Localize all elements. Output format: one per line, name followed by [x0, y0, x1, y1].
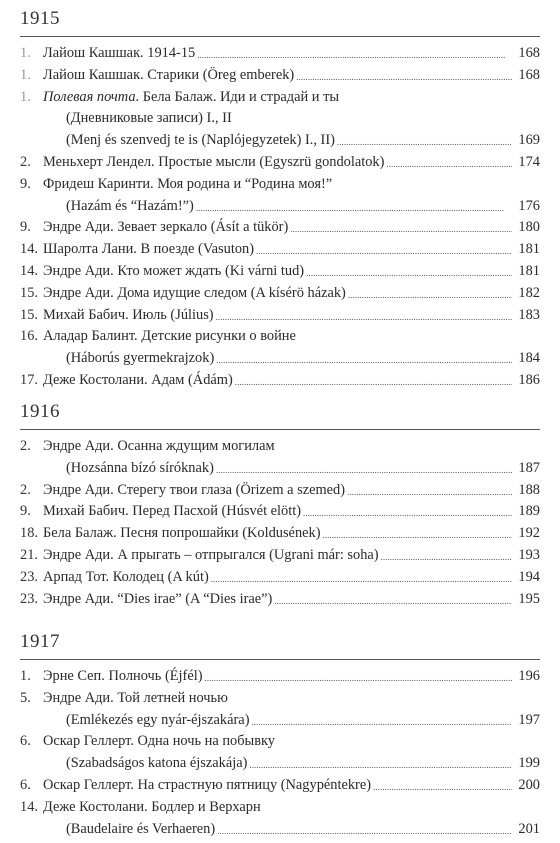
- year-heading: 1916: [20, 401, 60, 422]
- entry-day-number: 21.: [20, 546, 38, 563]
- dot-leader: [216, 349, 512, 363]
- entry-title-text: . Бела Балаж. Иди и страдай и ты: [135, 88, 340, 105]
- dot-leader: [197, 44, 512, 58]
- entries-list: [20, 43, 540, 392]
- entry-day-number: 1.: [20, 88, 31, 105]
- toc-entry-line: [20, 43, 540, 65]
- year-heading: 1917: [20, 631, 60, 652]
- entry-title-text: Фридеш Каринти. Моя родина и “Родина моя!”: [43, 175, 333, 192]
- entry-page-number: 168: [518, 45, 540, 61]
- toc-entry-line: [20, 501, 540, 523]
- entry-day-number: 14.: [20, 798, 38, 815]
- entry-page-number: 180: [518, 219, 540, 236]
- entry-title-text: (Emlékezés egy nyár-éjszakára): [66, 711, 250, 728]
- entry-title-text: Бела Балаж. Песня попрошайки (Koldusének): [43, 525, 321, 542]
- entry-title: [43, 261, 304, 283]
- toc-entry-line: [20, 567, 540, 589]
- entry-title: [43, 283, 346, 305]
- entry-day-number: 1.: [20, 45, 31, 61]
- toc-entry: [20, 523, 540, 545]
- entry-title-text: Оскар Геллерт. Одна ночь на побывку: [43, 733, 275, 750]
- dot-leader: [386, 153, 512, 167]
- toc-entry: [20, 567, 540, 589]
- entry-page-number: 200: [518, 776, 540, 793]
- entry-title: [43, 436, 275, 458]
- toc-entry-line: [20, 589, 540, 611]
- year-heading: 1915: [20, 8, 60, 29]
- entry-title-text: Эрне Сеп. Полночь (Éjfél): [43, 668, 203, 684]
- toc-entry: [20, 545, 540, 567]
- entry-day-number: 15.: [20, 306, 38, 323]
- dot-leader: [274, 590, 512, 604]
- entry-title: [66, 130, 335, 152]
- entry-day-number: 16.: [20, 328, 38, 345]
- section-rule: [20, 659, 540, 660]
- toc-entry-line: [20, 196, 540, 218]
- entries-list: [20, 666, 540, 840]
- entry-page-number: 193: [518, 546, 540, 563]
- entry-title-text: Эндре Ади. Зевает зеркало (Ásít a tükör): [43, 219, 289, 236]
- entry-day-number: 23.: [20, 568, 38, 585]
- entry-page-number: 192: [518, 525, 540, 542]
- entry-title: [43, 480, 345, 502]
- dot-leader: [303, 502, 512, 516]
- entry-day-number: 14.: [20, 262, 38, 279]
- entry-title-text: (Menj és szenvedj te is (Naplójegyzetek) I., II): [66, 132, 335, 149]
- entry-title: [66, 710, 249, 732]
- toc-entry-line: [20, 305, 540, 327]
- entry-title: [43, 87, 339, 109]
- toc-entry-line: [20, 523, 540, 545]
- toc-entry: [20, 239, 540, 261]
- dot-leader: [217, 820, 512, 834]
- dot-leader: [235, 371, 512, 385]
- entry-day-number: 14.: [20, 241, 38, 258]
- entry-day-number: 9.: [20, 175, 31, 192]
- entry-title: [66, 108, 232, 130]
- toc-entry-line: [20, 819, 540, 841]
- entry-day-number: 2.: [20, 438, 31, 454]
- entry-title-text: Меньхерт Лендел. Простые мысли (Egyszrü gondolatok): [43, 153, 385, 170]
- entry-page-number: 188: [518, 481, 540, 498]
- entry-day-number: 18.: [20, 525, 38, 542]
- entry-title: [43, 217, 288, 239]
- entry-day-number: 6.: [20, 733, 31, 750]
- dot-leader: [251, 711, 512, 725]
- entry-title-text: (Дневниковые записи) I., II: [66, 110, 232, 127]
- entry-title: [43, 545, 379, 567]
- entry-title: [43, 65, 294, 87]
- entry-title-text: (Baudelaire és Verhaeren): [66, 820, 216, 837]
- entry-page-number: 194: [518, 568, 540, 585]
- toc-entry-line: [20, 688, 540, 710]
- entry-title-text: Арпад Тот. Колодец (A kút): [43, 568, 209, 585]
- dot-leader: [205, 667, 513, 681]
- entry-page-number: 181: [518, 262, 540, 279]
- toc-entry-line: [20, 239, 540, 261]
- entry-title: [43, 666, 203, 688]
- dot-leader: [373, 776, 512, 790]
- toc-entry-line: [20, 731, 540, 753]
- toc-entry-line: [20, 436, 540, 458]
- dot-leader: [348, 284, 512, 298]
- toc-entry: [20, 370, 540, 392]
- dot-leader: [196, 197, 512, 211]
- entry-title-text: Оскар Геллерт. На страстную пятницу (Nagypéntekre): [43, 776, 372, 793]
- toc-entry: [20, 305, 540, 327]
- dot-leader: [381, 546, 512, 560]
- entry-title-text: Эндре Ади. Осанна ждущим могилам: [43, 438, 275, 454]
- section-rule: [20, 429, 540, 430]
- entry-page-number: 176: [518, 197, 540, 214]
- entry-title: [43, 501, 301, 523]
- toc-entry: [20, 43, 540, 65]
- toc-entry: [20, 797, 540, 841]
- entry-day-number: 6.: [20, 776, 31, 793]
- toc-entry-line: [20, 753, 540, 775]
- dot-leader: [211, 568, 512, 582]
- toc-entry-line: [20, 217, 540, 239]
- toc-entry: [20, 283, 540, 305]
- entry-page-number: 187: [518, 459, 540, 476]
- toc-entry-line: [20, 710, 540, 732]
- entry-title-text: Михай Бабич. Июль (Július): [43, 306, 214, 323]
- entry-title-text: Аладар Балинт. Детские рисунки о войне: [43, 328, 296, 345]
- toc-entry-line: [20, 108, 540, 130]
- toc-entry: [20, 480, 540, 502]
- toc-entry: [20, 589, 540, 611]
- entry-title-text: Михай Бабич. Перед Пасхой (Húsvét elött): [43, 503, 302, 520]
- entry-day-number: 17.: [20, 371, 38, 388]
- toc-entry-line: [20, 797, 540, 819]
- entry-title: [43, 174, 332, 196]
- entry-title: [66, 458, 214, 480]
- toc-entry-line: [20, 458, 540, 480]
- entry-day-number: 2.: [20, 153, 31, 170]
- entry-day-number: 15.: [20, 284, 38, 301]
- entry-title: [66, 753, 247, 775]
- dot-leader: [216, 306, 512, 320]
- entry-title-text: Эндре Ади. “Dies irae” (A “Dies irae”): [43, 590, 273, 607]
- entry-title: [66, 819, 215, 841]
- toc-entry: [20, 436, 540, 480]
- entry-title-text: Эндре Ади. А прыгать – отпрыгался (Ugrani már: soha): [43, 546, 379, 563]
- entry-page-number: 197: [518, 711, 540, 728]
- entry-title: [43, 305, 214, 327]
- entry-title: [43, 797, 261, 819]
- toc-entry-line: [20, 283, 540, 305]
- toc-entry-line: [20, 87, 540, 109]
- entry-title: [43, 326, 296, 348]
- entry-title-italic: Полевая почта: [43, 88, 136, 105]
- entry-page-number: 169: [518, 132, 540, 149]
- entry-day-number: 2.: [20, 481, 31, 498]
- toc-entry: [20, 152, 540, 174]
- toc-entry: [20, 326, 540, 370]
- toc-entry: [20, 261, 540, 283]
- entry-title-text: Эндре Ади. Стерегу твои глаза (Örizem a szemed): [43, 481, 346, 498]
- toc-entry-line: [20, 261, 540, 283]
- entry-title: [43, 370, 233, 392]
- entry-day-number: 9.: [20, 503, 31, 520]
- entry-title: [43, 589, 272, 611]
- toc-entry: [20, 174, 540, 218]
- entry-page-number: 168: [518, 66, 540, 83]
- entry-page-number: 183: [518, 306, 540, 323]
- dot-leader: [256, 240, 512, 254]
- entry-title-text: (Hozsánna bízó síróknak): [66, 459, 214, 476]
- entry-page-number: 196: [518, 668, 540, 684]
- entry-page-number: 199: [518, 755, 540, 772]
- entry-title: [66, 196, 194, 218]
- dot-leader: [347, 481, 512, 495]
- entry-title-text: Лайош Кашшак. Старики (Öreg emberek): [43, 66, 295, 83]
- entry-page-number: 195: [518, 590, 540, 607]
- dot-leader: [306, 262, 512, 276]
- toc-entry-line: [20, 326, 540, 348]
- dot-leader: [296, 66, 512, 80]
- toc-entry-line: [20, 370, 540, 392]
- dot-leader: [290, 218, 512, 232]
- entry-title-text: Деже Костолани. Бодлер и Верхарн: [43, 798, 261, 815]
- toc-entry-line: [20, 480, 540, 502]
- dot-leader: [337, 131, 512, 145]
- entry-page-number: 174: [518, 153, 540, 170]
- entry-title-text: Эндре Ади. Дома идущие следом (A kísérö házak): [43, 284, 346, 301]
- entry-title-text: (Hazám és “Hazám!”): [66, 197, 194, 214]
- entry-title: [43, 43, 195, 65]
- entry-title: [43, 688, 228, 710]
- entry-title-text: (Szabadságos katona éjszakája): [66, 755, 248, 772]
- entry-title: [43, 567, 209, 589]
- toc-entry: [20, 666, 540, 688]
- entry-title: [43, 152, 384, 174]
- entry-title-text: (Háborús gyermekrajzok): [66, 350, 215, 367]
- entry-page-number: 182: [518, 284, 540, 301]
- toc-entry: [20, 775, 540, 797]
- year-section-1917: [20, 631, 540, 840]
- entry-title-text: Деже Костолани. Адам (Ádám): [43, 371, 233, 388]
- entry-page-number: 181: [518, 241, 540, 258]
- toc-entry: [20, 217, 540, 239]
- entry-title: [66, 348, 214, 370]
- entry-page-number: 201: [518, 820, 540, 837]
- entry-title-text: Эндре Ади. Кто может ждать (Ki várni tud): [43, 262, 305, 279]
- dot-leader: [216, 459, 512, 473]
- toc-entry: [20, 501, 540, 523]
- toc-entry-line: [20, 130, 540, 152]
- toc-entry-line: [20, 348, 540, 370]
- year-section-1916: [20, 401, 540, 610]
- toc-entry-line: [20, 545, 540, 567]
- entry-title-text: Шаролта Лани. В поезде (Vasuton): [43, 241, 254, 258]
- toc-entry-line: [20, 775, 540, 797]
- entry-page-number: 189: [518, 503, 540, 520]
- section-rule: [20, 36, 540, 37]
- toc-entry-line: [20, 666, 540, 688]
- toc-entry: [20, 688, 540, 732]
- toc-entry-line: [20, 152, 540, 174]
- entry-day-number: 9.: [20, 219, 31, 236]
- dot-leader: [249, 754, 512, 768]
- entries-list: [20, 436, 540, 610]
- toc-entry: [20, 87, 540, 152]
- entry-title-text: Лайош Кашшак. 1914-15: [43, 45, 196, 61]
- entry-title: [43, 775, 371, 797]
- entry-page-number: 186: [518, 371, 540, 388]
- entry-title-text: Эндре Ади. Той летней ночью: [43, 689, 228, 706]
- toc-entry: [20, 65, 540, 87]
- toc-entry-line: [20, 65, 540, 87]
- entry-page-number: 184: [518, 350, 540, 367]
- entry-day-number: 1.: [20, 668, 31, 684]
- toc-entry: [20, 731, 540, 775]
- year-section-1915: [20, 8, 540, 392]
- entry-day-number: 5.: [20, 689, 31, 706]
- entry-day-number: 23.: [20, 590, 38, 607]
- entry-day-number: 1.: [20, 66, 31, 83]
- entry-title: [43, 239, 254, 261]
- dot-leader: [323, 524, 512, 538]
- entry-title: [43, 731, 275, 753]
- entry-title: [43, 523, 321, 545]
- toc-entry-line: [20, 174, 540, 196]
